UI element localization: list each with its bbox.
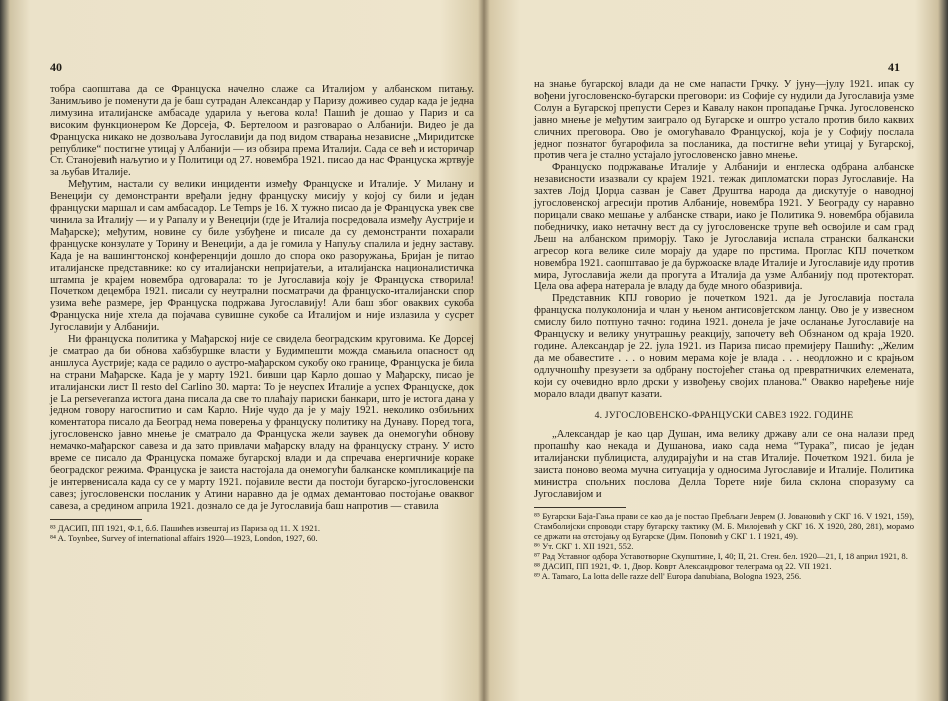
- paragraph: Ни француска политика у Мађарској није се свидела београдским круговима. Ке Дорсеј је сматрао да би обнова хабзбуршке власти у Будимпешти можда смањила опасност од аншлуса Аустрије; када се радило о аустро-мађарском сукобу око границе, Француска је била на страни Мађарске. Када је у марту 1921. бивши цар Карло дошао у Мађарску, писао је италијански лист Il resto del Carlino 30. марта: То је неуспех Италије а успех Француске, док је La perseveranza истога дана писала да све то плаћају париски банкари, што је истога дана у једном говору нагоспитио и сам Карло. Није чудо да је у мају 1921. неколико озбиљних коментатора писало да Београд нема поверења у француску политику на Дунаву. Поред тога, југословенско јавно мнење је сматрало да Француска жели заувек да онемогући обнову немачко-мађарског савеза и да зато привлачи мађарску владу на француску страну. У исто време се писало да Француска помаже бугарској влади и да спречава енергичније кораке београдског режима. Француска је заиста настојала да онемогући балканске компликације па је интервенисала када су се у марту 1921. појавиле вести да постоји бугарско-југословенски савез; југословенски посланик у Атини наравно да је одмах демантовао постојање оваквог савеза, а средином априла 1921. дознало се да је Југославија баш напротив — ставила: [50, 334, 474, 512]
- paragraph: на знање бугарској влади да не сме напасти Грчку. У јуну—јулу 1921. ипак су вођени југословенско-бугарски преговори: из Софије су нудили да Југославија узме Солун а Бугарској препусти Серез и Кавалу након пропадање Грчка. Југословенско јавно мнење је међутим заиграло од Бугарске и оштро устало против било каквих сличних преговора. Ово је омогућавало Француској, која је у Софију послала једног познатог бугарофила за посланика, да постигне већи утицај у Бугарској, против чега је стално устајало југословенско јавно мнење.: [534, 79, 914, 162]
- footnote: ⁸³ ДАСИП, ПП 1921, Ф.1, б.б. Пашићев извештај из Париза од 11. X 1921.: [50, 522, 321, 533]
- page-number: 40: [50, 60, 62, 74]
- section-heading: 4. ЈУГОСЛОВЕНСКО-ФРАНЦУСКИ САВЕЗ 1922. ГОДИНЕ: [594, 410, 854, 422]
- footnote: ⁸⁶ Ут. СКГ 1. XII 1921, 552.: [534, 540, 634, 551]
- right-page-body: [534, 79, 914, 581]
- paragraph: Представник КПЈ говорио је почетком 1921. да је Југославија постала француска полуколонија и члан у њеном антисовјетском ланцу. Ово је у извесном смислу било потпуно тачно: година 1921. донела је јаче осланање Југославије на Француску и велику унутрашњу реакцију, започету већ Обзнаном од краја 1920. године. Александар је 22. јула 1921. из Париза писао премијеру Пашићу: „Желим да ме обавестите . . . о новим мерама које је влада . . . неодложно и с крајњом одлучношћу презузети за одбрану постојећег стања од превратничких елемената, који су очевидно врло дрски у извођењу својих планова.“ Овакво наређење није морало влади двапут казати.: [534, 293, 914, 400]
- page-number: 41: [888, 60, 900, 74]
- footnote: ⁸⁴ A. Toynbee, Survey of international affairs 1920—1923, London, 1927, 60.: [50, 532, 318, 543]
- left-page: [30, 0, 480, 701]
- footnote: ⁸⁷ Рад Уставног одбора Уставотворне Скупштине, I, 40; II, 21. Стен. бел. 1920—21, I, 18 април 1921, 8.: [534, 550, 908, 561]
- footnote-rule: [534, 507, 626, 508]
- paragraph: „Александар је као цар Душан, има велику државу али се она налази пред пропашћу као некада и Душанова, иако сада нема “Турака”, писао је један италијански публициста, алудирајући и на став Италије. Почетком 1921. била је заиста поново веома мучна ситуација у односима Југославије и Италије. Политика министра спољних послова Делла Торете није била склона споразуму са Југославијом и: [534, 429, 914, 500]
- footnote: ⁸⁸ ДАСИП, ПП 1921, Ф. 1, Двор. Коврт Александровог телеграма од 22. VII 1921.: [534, 560, 832, 571]
- footnote: ⁸⁹ A. Tamaro, La lotta delle razze dell' Europa danubiana, Bologna 1923, 256.: [534, 570, 802, 581]
- paragraph: Француско подржавање Италије у Албанији и енглеска одбрана албанске независности изазвали су крајем 1921. тежак дипломатски пораз Југославије. На захтев Лојд Џорџа сазван је Савет Друштва народа да дискутује о наводној југословенској агресији против Албаније, новембра 1921. У Београду су наравно порицали свако мешање у албанске ствари, иако је Политика 9. новембра објавила победничку, иако нетачну вест да су југословенске трупе већ освојиле и сам град Љеш на албанском приморју. Тако је Југославија испала странски балкански агресор кога велике силе морају да ударе по прстима. Проглас КПЈ почетком новембра 1921. саопштавао је да буржоаске владе Италије и Југославије иду против мира, Југославија жели да прогута а Италија да узме Албанију под протекторат. Цела ова афера натерала је владу да буде много обазривија.: [534, 162, 914, 293]
- left-page-body: [50, 84, 474, 543]
- footnote: ⁸⁵ Бугарски Бајa-Гања прави се као да је постао Пребљаги Јеврем (Ј. Јовановић у СКГ 16. V 1921, 159), Стамболијски спроводи стару бугарску тактику (М. Б. Милојевић у СКГ 16. X 1920, 280, 281), морамо се држати на отстојању од Бугарске (Дим. Поповић у СКГ 1. I 1921, 49).: [534, 510, 914, 541]
- paragraph: Међутим, настали су велики инциденти између Француске и Италије. У Милану и Венецији су демонстранти вређали једну француску мисију у којој су били и један француски маршал и сам амбасадор. Le Temps је 16. X тужно писао да је Француска увек све чинила за Италију — и у Рапалу и у Венецији (где је Италија посредовала између Аустрије и Мађарске); међутим, новине су биле узбуђене и писале да су демонстранти похарали француске конзулате у Торину и Венецији, а да је гомила у Напуљу спалила и једну заставу. Када је на вашингтонској конференцији дошло до спора око разоружања, Бријан је питао италијанске представнике: ко су италијански непријатељи, а италијанска националистичка штампа је крајем новембра одговарала: то је Југославија коју је Француска створила! Почетком децембра 1921. писали су неутрални посматрачи да француско-италијански спор узима веће размере, јер Француска подржава Југославију! Али баш због оваквих сукоба Француска није хтела да појачава сувишне сукобе са Италијом и није излазила у сусрет Југославији у Албанији.: [50, 179, 474, 334]
- footnote-rule: [50, 519, 142, 520]
- paragraph: тобра саопштава да се Француска начелно слаже са Италијом у албанском питању. Занимљиво је поменути да је баш сутрадан Александар у Паризу доживео судар када је једна лимузина италијанске амбасаде ударила у његова кола! Пашић је дошао у Париз и са високим функционером Ке Дорсеја, Ф. Бертелоом и разговарао о Албанији. Видео је да Француска никако не дозвољава Југославији да под видом стварања независне „Миридитске републике“ постигне утицај у Албанији — из обзира према Италији. Сада се већ и историчар Ст. Станојевић наљутио и у Политици од 27. новембра 1921. писао да нас Француска жртвује за љубав Италије.: [50, 84, 474, 179]
- right-page: [500, 0, 920, 701]
